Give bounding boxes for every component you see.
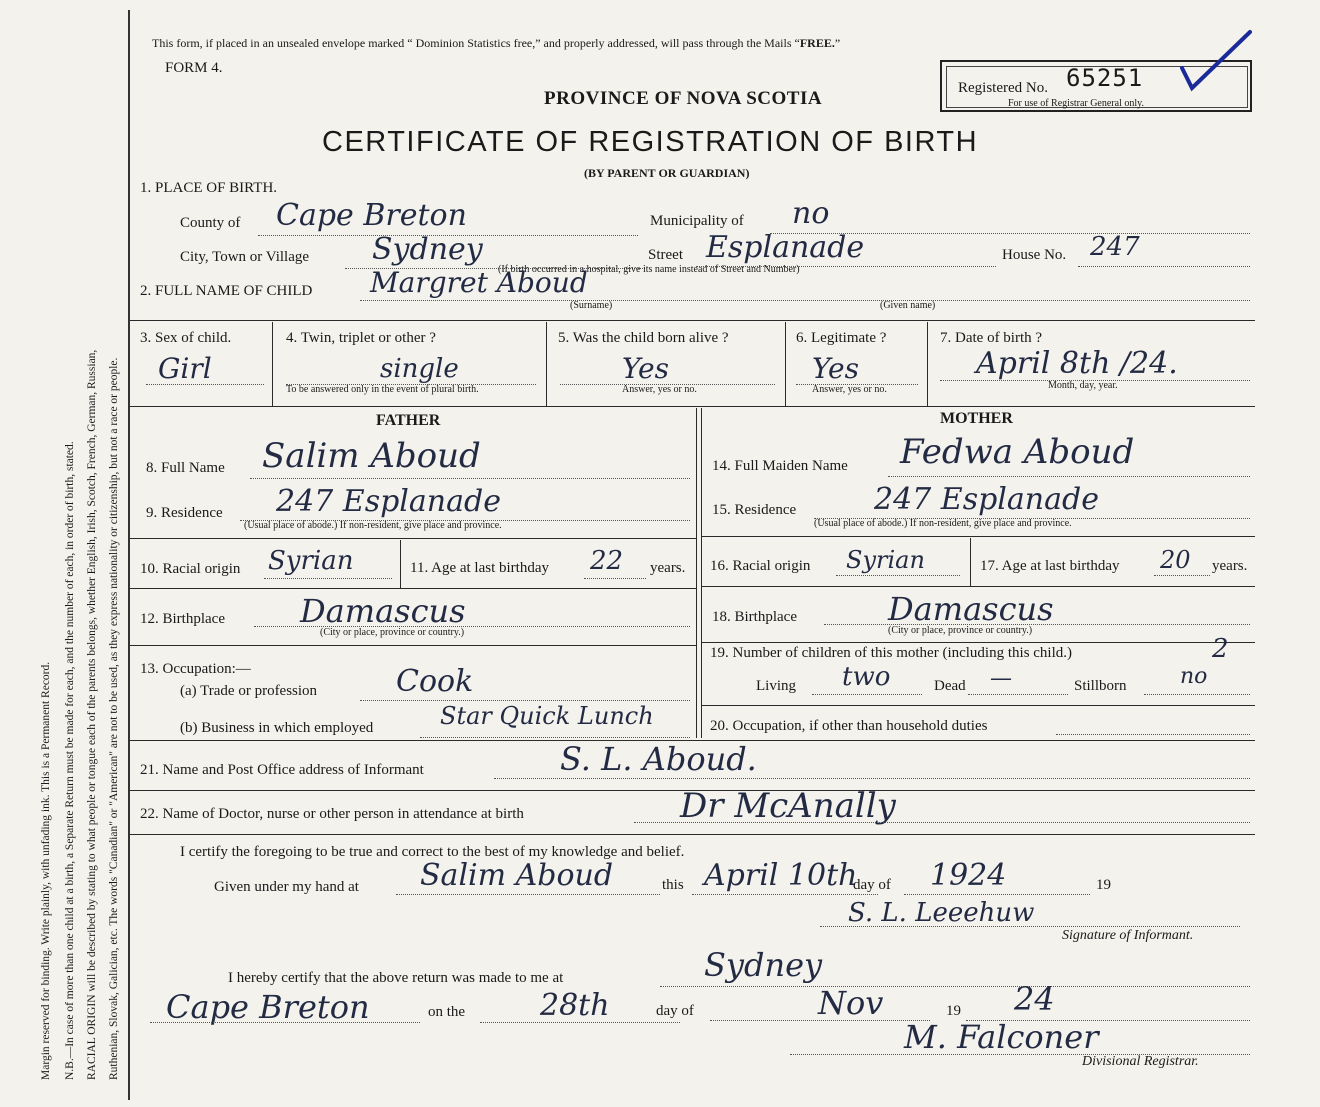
child-name-label: 2. FULL NAME OF CHILD [140,283,313,299]
registrar-signature-caption: Divisional Registrar. [1082,1054,1199,1069]
house-number-value[interactable]: 247 [1090,232,1140,262]
father-business-value[interactable]: Star Quick Lunch [440,702,654,730]
county-label: County of [180,215,241,231]
father-age-label: 11. Age at last birthday [410,560,549,576]
postage-note: This form, if placed in an unsealed envelope marked “ Dominion Statistics free,” and properly addressed, will pass through the Mails “FREE.” [152,36,841,50]
house-number-label: House No. [1002,247,1067,263]
legitimate-value[interactable]: Yes [812,352,859,385]
registrar-note: For use of Registrar General only. [1008,98,1144,109]
informant-value[interactable]: S. L. Aboud. [560,740,757,778]
mother-residence-note: (Usual place of abode.) If non-resident, give place and province. [814,518,1072,529]
twin-value[interactable]: single [380,354,459,384]
father-trade-label: (a) Trade or profession [180,683,318,699]
registrar-signature[interactable]: M. Falconer [904,1018,1099,1056]
city-value[interactable]: Sydney [372,232,483,267]
registrar-certify-text: I hereby certify that the above return was made to me at [228,970,564,986]
surname-note: (Surname) [570,300,613,311]
mother-age-label: 17. Age at last birthday [980,558,1120,574]
mother-age-value[interactable]: 20 [1160,546,1191,574]
father-residence-note: (Usual place of abode.) If non-resident, give place and province. [244,520,502,531]
mother-name-label: 14. Full Maiden Name [712,458,848,474]
given-name-note: (Given name) [880,300,936,311]
given-nineteen-label: 19 [1096,877,1111,893]
registered-label: Registered No. [958,80,1048,96]
registrar-county-value[interactable]: Cape Breton [166,988,370,1026]
margin-note-racial-origin-cont: Ruthenian, Slovak, Galician, etc. The words "Canadian" or "American" are not to be used, as they express nationality or citizenship, but not a race or people. [108,357,120,1080]
hospital-note: (If birth occurred in a hospital, give its name instead of Street and Number) [498,264,800,275]
sex-label: 3. Sex of child. [140,330,232,346]
place-of-birth-label: 1. PLACE OF BIRTH. [140,180,278,196]
mother-heading: MOTHER [940,410,1013,427]
county-value[interactable]: Cape Breton [276,198,467,233]
informant-signature-caption: Signature of Informant. [1062,928,1194,943]
margin-note-multiple-births: N.B.—In case of more than one child at a birth, a Separate Return must be made for each, and the number of each, in order of birth, stated. [64,441,76,1080]
informant-signature[interactable]: S. L. Leeehuw [848,898,1035,928]
informant-certify-text: I certify the foregoing to be true and correct to the best of my knowledge and belief. [180,844,685,860]
form-number: FORM 4. [165,60,223,76]
given-year-value[interactable]: 1924 [930,858,1007,893]
dob-note: Month, day, year. [1048,380,1118,391]
alive-note: Answer, yes or no. [622,384,697,395]
mother-birthplace-value[interactable]: Damascus [888,590,1054,628]
father-name-label: 8. Full Name [146,460,225,476]
on-the-label: on the [428,1004,466,1020]
twin-label: 4. Twin, triplet or other ? [286,330,436,346]
registrar-day-value[interactable]: 28th [540,988,610,1023]
alive-label: 5. Was the child born alive ? [558,330,729,346]
given-day-value[interactable]: April 10th [704,858,858,893]
father-residence-label: 9. Residence [146,505,223,521]
registrar-place-value[interactable]: Sydney [704,946,823,984]
registered-number: 65251 [1066,64,1144,92]
certificate-subtitle: (BY PARENT OR GUARDIAN) [584,166,750,180]
mother-residence-label: 15. Residence [712,502,797,518]
dob-value[interactable]: April 8th /24. [976,346,1178,381]
registrar-year-value[interactable]: 24 [1014,980,1055,1018]
mother-children-value[interactable]: 2 [1212,634,1229,664]
mother-years-label: years. [1212,558,1248,574]
father-years-label: years. [650,560,686,576]
municipality-label: Municipality of [650,213,744,229]
mother-racial-label: 16. Racial origin [710,558,811,574]
father-birthplace-note: (City or place, province or country.) [320,627,465,638]
mother-stillborn-label: Stillborn [1074,678,1127,694]
alive-value[interactable]: Yes [622,352,669,385]
municipality-value[interactable]: no [792,196,830,231]
father-birthplace-label: 12. Birthplace [140,611,225,627]
mother-name-value[interactable]: Fedwa Aboud [900,432,1135,472]
father-age-value[interactable]: 22 [590,546,624,576]
dob-label: 7. Date of birth ? [940,330,1043,346]
twin-note: To be answered only in the event of plural birth. [286,384,479,395]
this-label: this [662,877,684,893]
mother-stillborn-value[interactable]: no [1180,664,1208,689]
legitimate-label: 6. Legitimate ? [796,330,887,346]
child-name-value[interactable]: Margret Aboud [370,266,588,299]
informant-label: 21. Name and Post Office address of Informant [140,762,424,778]
doctor-value[interactable]: Dr McAnally [680,786,896,826]
province-title: PROVINCE OF NOVA SCOTIA [544,88,823,109]
margin-note-binding: Margin reserved for binding. Write plainly, with unfading ink. This is a Permanent Record. [40,661,52,1080]
left-border [128,10,130,1100]
registrar-month-value[interactable]: Nov [818,984,884,1022]
mother-birthplace-note: (City or place, province or country.) [888,625,1033,636]
certificate-title: CERTIFICATE OF REGISTRATION OF BIRTH [322,126,979,158]
registrar-nineteen-label: 19 [946,1003,961,1019]
street-value[interactable]: Esplanade [706,230,865,265]
registrar-day-of-label: day of [656,1003,694,1019]
father-trade-value[interactable]: Cook [396,664,474,699]
given-under-label: Given under my hand at [214,879,359,895]
father-business-label: (b) Business in which employed [180,720,374,736]
mother-birthplace-label: 18. Birthplace [712,609,797,625]
street-label: Street [648,247,683,263]
margin-note-racial-origin: RACIAL ORIGIN will be described by stating to what people or tongue each of the parents belongs, whether English, Irish, Scotch, French, German, Russian, [86,349,98,1080]
day-of-label: day of [853,877,891,893]
doctor-label: 22. Name of Doctor, nurse or other person in attendance at birth [140,806,524,822]
father-residence-value[interactable]: 247 Esplanade [276,484,501,519]
checkmark-icon [1178,26,1258,96]
father-racial-value[interactable]: Syrian [268,546,354,576]
mother-living-label: Living [756,678,796,694]
father-racial-label: 10. Racial origin [140,561,241,577]
father-occupation-label: 13. Occupation:— [140,661,251,677]
legitimate-note: Answer, yes or no. [812,384,887,395]
father-heading: FATHER [376,412,441,429]
given-place-value[interactable]: Salim Aboud [420,858,614,893]
mother-living-value[interactable]: two [842,662,891,692]
mother-dead-label: Dead [934,678,966,694]
mother-racial-value[interactable]: Syrian [846,546,925,574]
mother-dead-value[interactable]: — [990,666,1012,691]
mother-residence-value[interactable]: 247 Esplanade [874,482,1099,517]
mother-occupation-label: 20. Occupation, if other than household duties [710,718,988,734]
father-name-value[interactable]: Salim Aboud [262,436,481,476]
father-birthplace-value[interactable]: Damascus [300,592,466,630]
city-label: City, Town or Village [180,249,310,265]
sex-value[interactable]: Girl [158,352,212,385]
mother-children-label: 19. Number of children of this mother (including this child.) [710,645,1073,661]
